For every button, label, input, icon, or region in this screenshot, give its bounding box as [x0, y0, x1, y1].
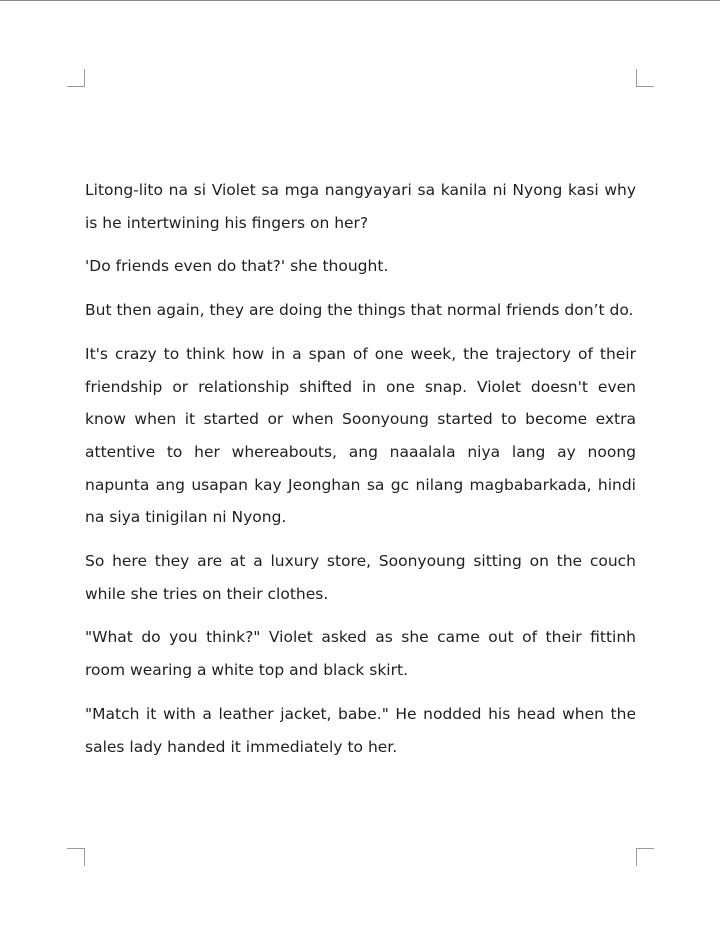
top-left-crop-mark [67, 69, 85, 87]
paragraph: "What do you think?" Violet asked as she came out of their fittinh room wearing a white top and black skirt. [85, 628, 636, 680]
bottom-left-crop-mark [67, 848, 85, 866]
paragraph: Litong-lito na si Violet sa mga nangyayari sa kanila ni Nyong kasi why is he intertwining his fingers on her? [85, 181, 636, 232]
bottom-right-crop-mark [636, 848, 654, 866]
document-body [85, 174, 636, 774]
paragraph: It's crazy to think how in a span of one week, the trajectory of their friendship or relationship shifted in one snap. Violet doesn't even know when it started or when Soonyoung started to become extra attentive to her whereabouts, ang naaalala niya lang ay noong napunta ang usapan kay Jeonghan sa gc nilang magbabarkada, hindi na siya tinigilan ni Nyong. [85, 344, 636, 527]
paragraph: "Match it with a leather jacket, babe." He nodded his head when the sales lady handed it immediately to her. [85, 704, 636, 756]
paragraph: But then again, they are doing the things that normal friends don’t do. [85, 301, 634, 320]
top-right-crop-mark [636, 69, 654, 87]
paragraph: So here they are at a luxury store, Soonyoung sitting on the couch while she tries on their clothes. [85, 552, 636, 603]
paragraph: 'Do friends even do that?' she thought. [85, 257, 389, 276]
